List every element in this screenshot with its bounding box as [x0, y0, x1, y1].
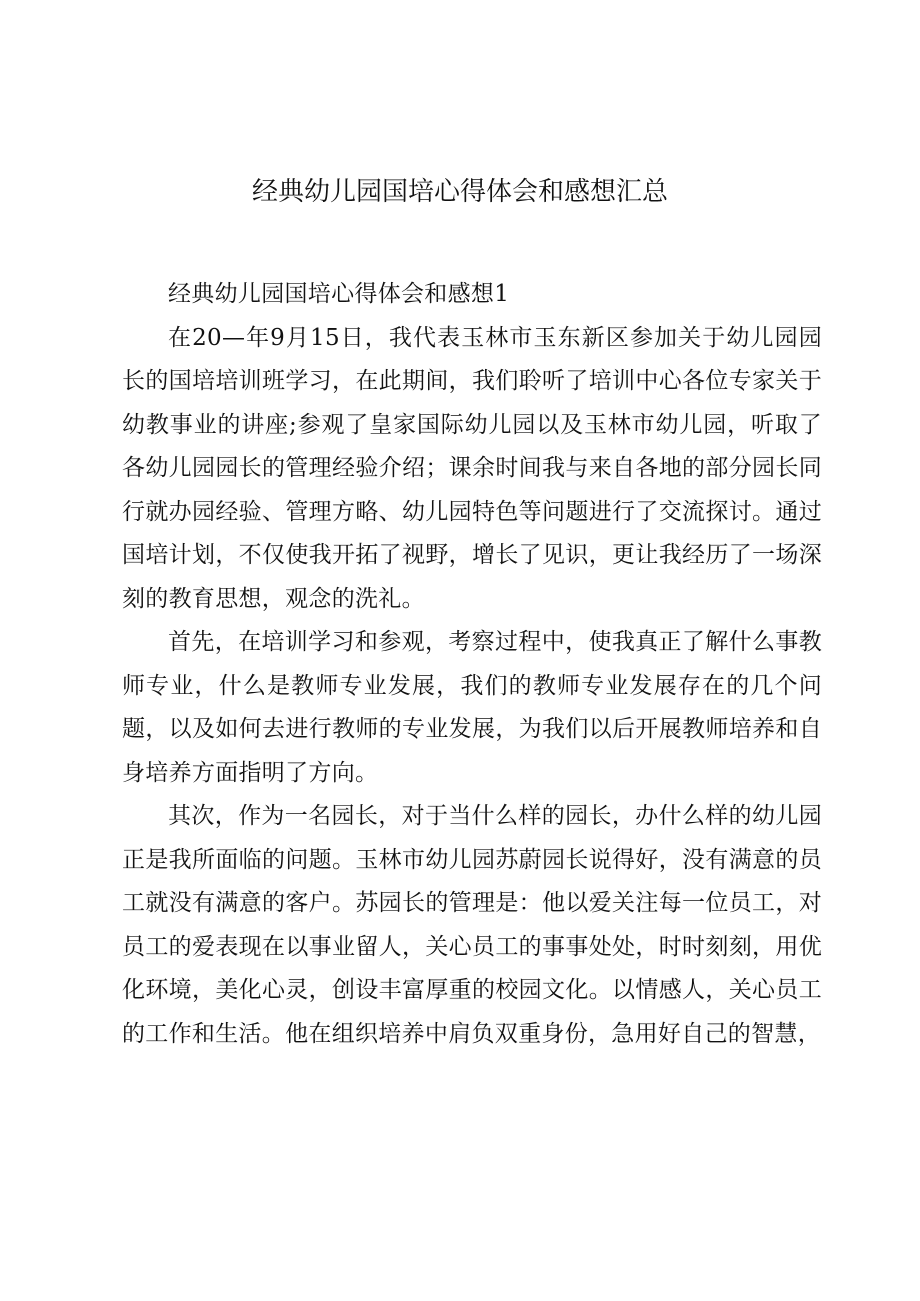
paragraph: 在20—年9月15日，我代表玉林市玉东新区参加关于幼儿园园长的国培培训班学习，在此期间，我们聆听了培训中心各位专家关于幼教事业的讲座;参观了皇家国际幼儿园以及玉林市幼儿园，听取了各幼儿园园长的管理经验介绍；课余时间我与来自各地的部分园长同行就办园经验、管理方略、幼儿园特色等问题进行了交流探讨。通过国培计划，不仅使我开拓了视野，增长了见识，更让我经历了一场深刻的教育思想，观念的洗礼。	[122, 324, 822, 612]
document-title: 经典幼儿园国培心得体会和感想汇总	[251, 177, 668, 207]
section-heading: 经典幼儿园国培心得体会和感想1	[168, 281, 510, 307]
paragraph: 首先，在培训学习和参观，考察过程中，使我真正了解什么事教师专业，什么是教师专业发展，我们的教师专业发展存在的几个问题，以及如何去进行教师的专业发展，为我们以后开展教师培养和自身培养方面指明了方向。	[122, 629, 822, 786]
paragraph: 其次，作为一名园长，对于当什么样的园长，办什么样的幼儿园正是我所面临的问题。玉林市幼儿园苏蔚园长说得好，没有满意的员工就没有满意的客户。苏园长的管理是：他以爱关注每一位员工，对员工的爱表现在以事业留人，关心员工的事事处处，时时刻刻，用优化环境，美化心灵，创设丰富厚重的校园文化。以情感人，关心员工的工作和生活。他在组织培养中肩负双重身份，急用好自己的智慧，	[122, 803, 822, 1047]
document-body	[122, 273, 822, 1056]
